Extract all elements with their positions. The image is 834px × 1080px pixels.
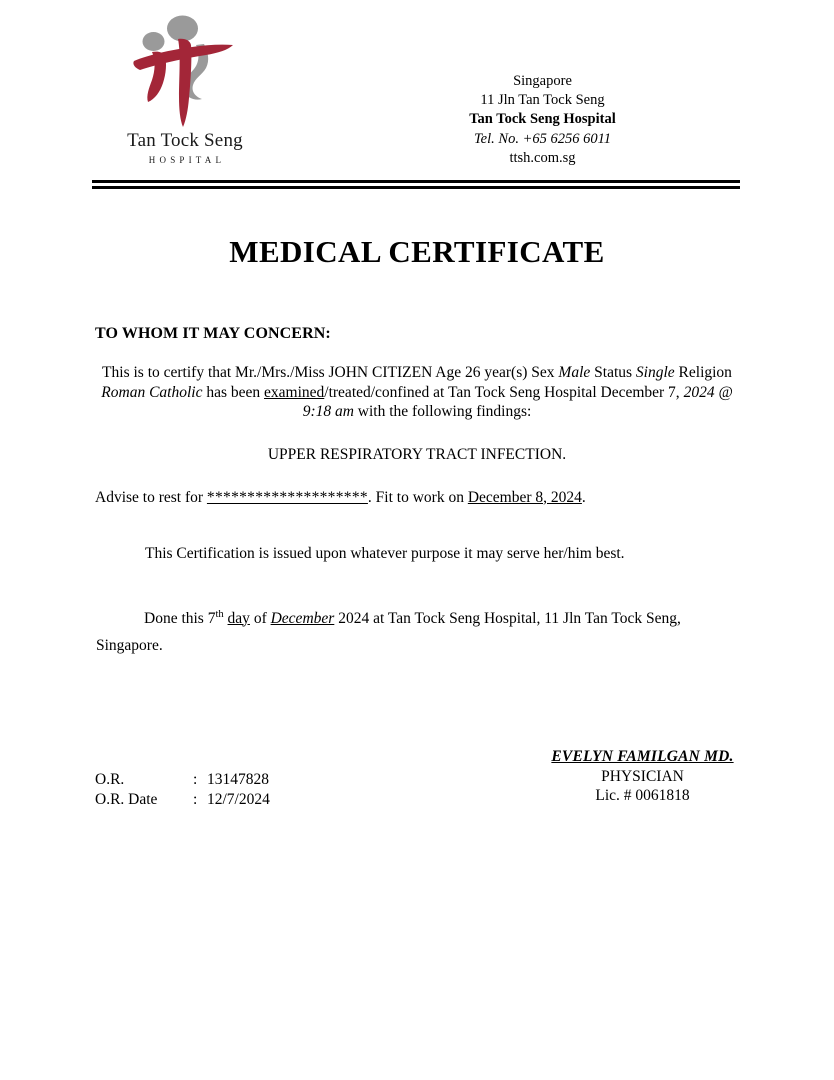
physician-signature-block	[470, 747, 815, 806]
rest-period-blank: ********************	[206, 488, 368, 506]
document-body	[0, 190, 834, 659]
tan-tock-seng-brushstroke-icon	[130, 12, 240, 130]
document-footer	[0, 745, 834, 825]
patient-name: JOHN CITIZEN	[328, 364, 433, 381]
purpose-statement: This Certification is issued upon whatever purpose it may serve her/him best.	[145, 544, 625, 562]
or-date-label: O.R. Date	[95, 790, 158, 808]
execution-day-ordinal: th	[215, 608, 224, 620]
execution-month: December	[270, 609, 335, 627]
visit-time: 2024 @ 9:18 am	[302, 383, 733, 420]
age-value: 26	[465, 364, 481, 381]
salutation: TO WHOM IT MAY CONCERN:	[95, 325, 331, 342]
religion-label: Religion	[678, 364, 732, 381]
sex-value: Male	[558, 364, 591, 381]
has-been-text: has been	[206, 383, 261, 401]
cert-trailing: with the following findings:	[357, 403, 532, 420]
findings-diagnosis: UPPER RESPIRATORY TRACT INFECTION.	[267, 445, 567, 463]
address-website: ttsh.com.sg	[509, 149, 576, 166]
fit-to-work-date: December 8, 2024	[467, 488, 582, 506]
advisory-line	[95, 489, 834, 507]
official-receipt-details	[95, 770, 270, 809]
execution-prefix: Done this	[144, 609, 204, 627]
age-label: Age	[435, 364, 462, 381]
fit-prefix: Fit to work on	[375, 488, 464, 506]
hospital-address-block	[410, 72, 675, 168]
address-country: Singapore	[513, 73, 572, 89]
logo-sub-wordmark: HOSPITAL	[148, 154, 226, 165]
or-colon: :	[193, 771, 198, 788]
status-value: Single	[635, 364, 675, 381]
hospital-logo	[120, 12, 250, 165]
address-organization: Tan Tock Seng Hospital	[469, 111, 616, 128]
examined-word: examined	[264, 383, 325, 401]
physician-name: EVELYN FAMILGAN MD.	[551, 748, 734, 765]
logo-wordmark: Tan Tock Seng	[127, 130, 243, 151]
sex-label: Sex	[531, 364, 555, 381]
fit-suffix: .	[581, 488, 586, 506]
or-date-colon: :	[193, 790, 198, 808]
document-title: MEDICAL CERTIFICATE	[229, 234, 605, 269]
or-number-row	[95, 770, 270, 790]
or-date-row	[95, 790, 270, 810]
address-street: 11 Jln Tan Tock Seng	[480, 92, 605, 109]
physician-title: PHYSICIAN	[601, 767, 684, 785]
execution-paragraph	[96, 601, 738, 659]
certification-paragraph	[96, 363, 738, 422]
facility-name: Tan Tock Seng Hospital	[447, 383, 597, 401]
treatment-options: /treated/confined at	[324, 383, 445, 401]
status-label: Status	[594, 364, 633, 381]
or-date-value: 12/7/2024	[207, 790, 270, 808]
header-divider	[92, 180, 740, 190]
letterhead	[0, 0, 834, 178]
religion-value: Roman Catholic	[101, 383, 203, 401]
rest-prefix: Advise to rest for	[95, 488, 204, 506]
cert-lead-in: This is to certify that Mr./Mrs./Miss	[102, 364, 325, 381]
execution-day-word: day	[227, 609, 250, 627]
execution-location: at Tan Tock Seng Hospital, 11 Jln Tan Tock Seng, Singapore.	[96, 609, 681, 654]
execution-year: 2024	[338, 609, 370, 627]
address-telephone: Tel. No. +65 6256 6011	[473, 130, 612, 147]
or-label: O.R.	[95, 771, 125, 788]
physician-license: Lic. # 0061818	[595, 787, 690, 804]
rest-suffix: .	[367, 488, 372, 506]
visit-date: December 7,	[600, 383, 680, 401]
execution-day-number: 7	[207, 609, 216, 627]
execution-of-word: of	[253, 609, 267, 627]
age-unit: year(s)	[484, 364, 528, 381]
or-number-value: 13147828	[207, 771, 269, 788]
